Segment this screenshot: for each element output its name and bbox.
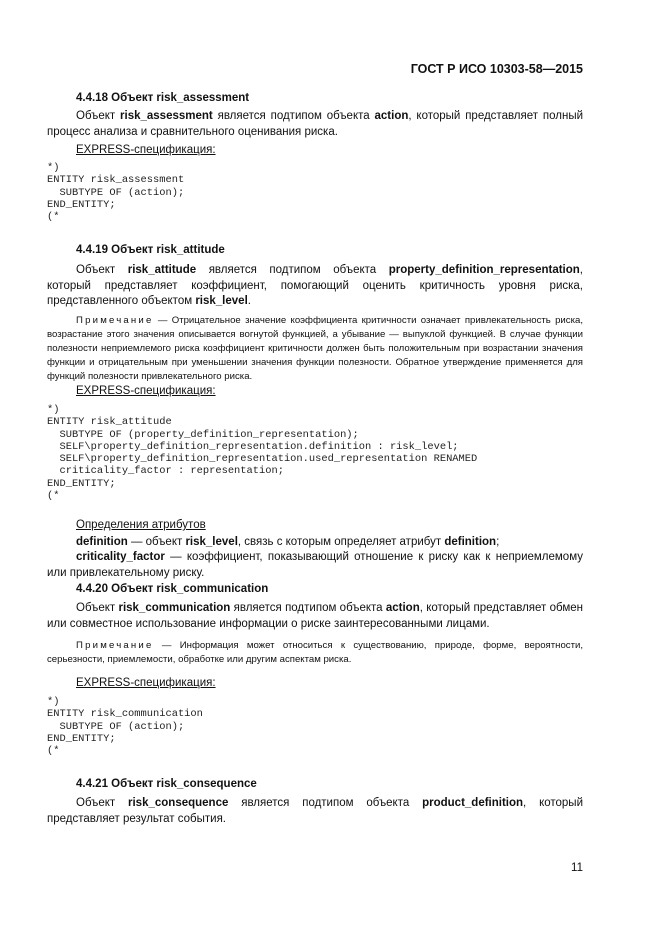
express-code-block: *) ENTITY risk_attitude SUBTYPE OF (property_definition_representation); SELF\property_definition_representation.definition : risk_level; SELF\property_definition_representation.used_representation RENAMED criticality_factor : representation; END_ENTITY; (*	[47, 404, 478, 503]
section-heading-4-4-19: 4.4.19 Объект risk_attitude	[76, 244, 225, 256]
attribute-definitions-label: Определения атрибутов	[76, 519, 206, 531]
attribute-definition-definition: definition — объект risk_level, связь с которым определяет атрибут definition;	[76, 536, 500, 548]
paragraph-risk-assessment: Объект risk_assessment является подтипом объекта action, который представляет полный процесс анализа и сравнительного оценивания риска.	[47, 110, 584, 138]
express-code-block: *) ENTITY risk_assessment SUBTYPE OF (action); END_ENTITY; (*	[47, 162, 185, 224]
express-spec-label: EXPRESS-спецификация:	[76, 385, 216, 397]
page-number: 11	[571, 862, 583, 874]
section-heading-4-4-18: 4.4.18 Объект risk_assessment	[76, 92, 250, 104]
note-paragraph: Примечание — Отрицательное значение коэффициента критичности означает привлекательность риска, возрастание этого значения описывается вогнутой функцией, а убывание — выпуклой функцией. В случае функции полезности неприемлемого риска коэффициент критичности должен быть положительным при возрастании значения функции и отрицательным при уменьшении значения функции полезности. Обратное утверждение применяется для функций полезности привлекательного риска.	[47, 315, 583, 382]
section-heading-4-4-21: 4.4.21 Объект risk_consequence	[76, 778, 257, 790]
express-spec-label: EXPRESS-спецификация:	[76, 677, 216, 689]
attribute-definition-criticality-factor: criticality_factor — коэффициент, показывающий отношение к риску как к неприемлемому или привлекательному риску.	[47, 551, 583, 579]
paragraph-risk-attitude: Объект risk_attitude является подтипом объекта property_definition_representation, который представляет коэффициент, помогающий оценить критичность уровня риска, представленного объектом risk_level.	[47, 264, 583, 307]
express-spec-label: EXPRESS-спецификация:	[76, 144, 216, 156]
express-code-block: *) ENTITY risk_communication SUBTYPE OF (action); END_ENTITY; (*	[47, 696, 203, 758]
note-paragraph: Примечание — Информация может относиться к существованию, природе, форме, вероятности, серьезности, приемлемости, обработке или другим аспектам риска.	[47, 640, 583, 665]
paragraph-risk-communication: Объект risk_communication является подтипом объекта action, который представляет обмен или совместное использование информации о риске заинтересованными лицами.	[47, 602, 583, 630]
paragraph-risk-consequence: Объект risk_consequence является подтипом объекта product_definition, который представляет результат события.	[47, 797, 583, 825]
section-heading-4-4-20: 4.4.20 Объект risk_communication	[76, 583, 269, 595]
document-header: ГОСТ Р ИСО 10303-58—2015	[410, 62, 583, 76]
